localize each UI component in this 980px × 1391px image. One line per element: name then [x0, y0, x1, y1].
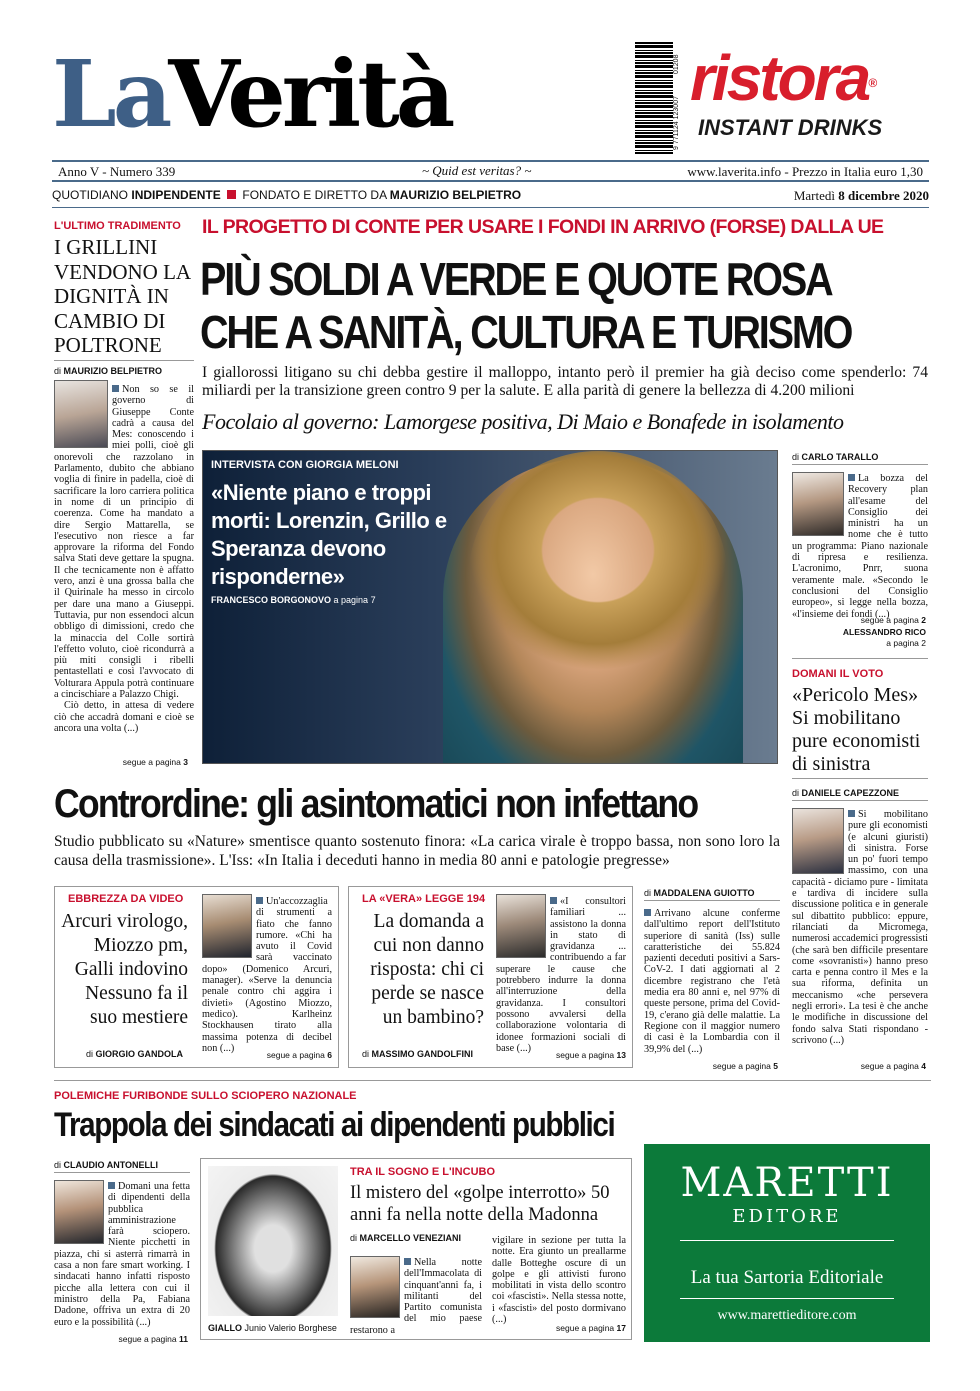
left-headline[interactable]: I GRILLINI VENDONO LA DIGNITÀ IN CAMBIO DI POLTRONE [54, 235, 190, 357]
gandolfini-segue[interactable]: segue a pagina 13 [556, 1050, 626, 1060]
sindacati-headline[interactable]: Trappola dei sindacati ai dipendenti pubblici [54, 1106, 615, 1144]
photo-borghese [208, 1166, 338, 1316]
ristora-brand: ristora® [690, 42, 875, 114]
maretti-url[interactable]: www.marettieditore.com [717, 1308, 857, 1323]
left-body: Non so se il governo di Giuseppe Conte cadrà a causa del Mes: conoscendo i miei polli, cioè gli onorevoli che razzolano in Parlamento, dubito che abbiano voglia di finire in padella, cioè di sacrificare la loro carriera politica in nome di un principio di coerenza. Come ha mandato a dire Sergio Mattarella, se l'esecutivo non riesce a far approvare la riforma del Fondo salva Stati deve gettare la spugna. Il che tecnicamente non è affatto vero, anzi è una grossa balla che il Quirinale ha messo in circolo per dare una mano a Giuseppi. Tuttavia, pur non essendoci alcun obbligo di dimissioni, credo che la minaccia del Colle sortirà l'effetto voluto, cioè ricondurrà a più miti consigli i ribelli pentastellati e così l'avvocato di Volturara Appula potrà continuare a cincischiare a Palazzo Chigi. Ciò detto, in attesa di vedere ciò che accadrà domani e cioè se ancora una volta (...) [54, 384, 194, 734]
gandolfini-body: «I consultori familiari ... assistono la donna in stato di gravidanza ... contribuendo a far superare le cause che potrebbero indurre la donna all'interruzione della gravidanza. I consultori possono avvalersi della collaborazione volontaria di idonee formazioni sociali di base (...) [496, 896, 626, 1054]
gandolfini-kicker: LA «VERA» LEGGE 194 [362, 893, 486, 905]
tarallo-segue[interactable]: segue a pagina 2 [860, 615, 926, 625]
voto-kicker: DOMANI IL VOTO [792, 668, 884, 680]
maretti-brand: MARETTI [680, 1160, 894, 1206]
guiotto-byline: di MADDALENA GUIOTTO [644, 888, 755, 898]
guiotto-body: Arrivano alcune conferme dall'ultimo report dell'Istituto superiore di sanità (Iss) sulle caratteristiche dei 55.824 pazienti deceduti positivi a Sars-CoV-2. I dati aggiornati al 2 dicembre registrano che l'età media era 80 anni e, nel 97% di queste persone, prima del Covid-19, c'erano già delle malattie. La Regione con il maggior numero di casi è la Lombardia con il 39,9% del (...) [644, 908, 780, 1055]
maretti-sub: EDITORE [732, 1206, 842, 1227]
barcode-number: 9 771124 123007 [673, 96, 680, 150]
ristora-tagline: INSTANT DRINKS [698, 115, 883, 141]
ad-maretti[interactable] [644, 1144, 930, 1342]
contrordine-deck: Studio pubblicato su «Nature» smentisce quanto sostenuto finora: «La carica virale è troppo bassa, non sono loro la causa della trasmissione». L'Iss: «In Italia i deceduti hanno in media 80 anni e patologie pregresse» [54, 833, 780, 869]
meloni-photo[interactable] [202, 450, 778, 764]
masthead-logo [52, 40, 522, 150]
gandolfini-headline[interactable]: La domanda a cui non danno risposta: chi ci perde se nasce un bambino? [370, 911, 484, 1028]
tarallo-byline: di CARLO TARALLO [792, 452, 879, 462]
capezzone-body: Si mobilitano pure gli economisti (e alcuni giuristi) di sinistra. Forse un po' fuori tempo massimo, con una capacità - diciamo pure - limitata e tardiva di incidere sulla discussione politica e in generale sul dibattito pubblico: eppure, rilanciati da Micromega, numerosi accademici progressisti (che sarà ben difficile presentare come «sovranisti») hanno preso carta e penna contro il Mes e la sua riforma, definita un meccanismo «che persevera negli errori». La tesi è che anche le modifiche in discussione del fondo salva Stati rispondano - scrivono (...) [792, 809, 928, 1046]
guiotto-segue[interactable]: segue a pagina 5 [712, 1061, 778, 1071]
voto-headline[interactable]: «Pericolo Mes» Si mobilitano pure economisti di sinistra [792, 684, 921, 775]
left-kicker: L'ULTIMO TRADIMENTO [54, 220, 181, 232]
interview-quote[interactable]: «Niente piano e troppi morti: Lorenzin, Grillo e Speranza devono risponderne» [211, 480, 447, 589]
rico-page[interactable]: a pagina 2 [886, 638, 926, 648]
sindacati-kicker: POLEMICHE FURIBONDE SULLO SCIOPERO NAZIONALE [54, 1090, 357, 1102]
gandolfini-byline: di MASSIMO GANDOLFINI [362, 1049, 474, 1059]
golpe-headline[interactable]: Il mistero del «golpe interrotto» 50 anni fa nella notte della Madonna [350, 1183, 610, 1225]
gandola-kicker: EBBREZZA DA VIDEO [68, 893, 184, 905]
main-deck: I giallorossi litigano su chi debba gestire il malloppo, intanto però il premier ha già deciso come spenderlo: 74 miliardi per la transizione green contro 9 per la salute. E alla parità di genere la bellezza di 4.200 milioni [202, 364, 928, 399]
interview-byline: FRANCESCO BORGONOVO a pagina 7 [211, 595, 376, 605]
sindacati-segue[interactable]: segue a pagina 11 [118, 1334, 188, 1344]
site-price[interactable]: www.laverita.info - Prezzo in Italia euro 1,30 [687, 164, 923, 179]
veneziani-byline: di MARCELLO VENEZIANI [350, 1233, 462, 1243]
ad-ristora[interactable] [690, 42, 930, 150]
golpe-kicker: TRA IL SOGNO E L'INCUBO [350, 1166, 496, 1178]
issue-date: Martedì 8 dicembre 2020 [793, 188, 929, 203]
main-headline-2[interactable]: CHE A SANITÀ, CULTURA E TURISMO [200, 306, 852, 358]
logo-verita: Verità [168, 40, 452, 148]
info-bar [52, 160, 929, 182]
barcode [635, 42, 673, 154]
tarallo-body: La bozza del Recovery plan all'esame del Consiglio dei ministri ha un nome che è tutto un programma: Piano nazionale di ripresa e resilienza. L'acronimo, Pnrr, suona veramente male. «Secondo le conclusioni del Consiglio europeo», si legge nella bozza, «l'insieme dei fondi (...) [792, 473, 928, 620]
left-byline: di MAURIZIO BELPIETRO [54, 366, 163, 376]
barcode-issue: 01208 [673, 54, 680, 74]
maretti-tagline: La tua Sartoria Editoriale [690, 1267, 884, 1288]
left-segue[interactable]: segue a pagina 3 [122, 757, 188, 767]
capezzone-segue[interactable]: segue a pagina 4 [860, 1061, 926, 1071]
gandola-body: Un'accozzaglia di strumenti a fiato che fanno rumore. «Chi ha avuto il Covid sarà vaccinato dopo» (Domenico Arcuri, manager). «Serve la denuncia penale contro chi aggira i divieti» (Agostino Miozzo, medico). Karlheinz Stockhausen tirato alla massima potenza di decibel non (...) [202, 896, 332, 1054]
main-sub[interactable]: Focolaio al governo: Lamorgese positiva, Di Maio e Bonafede in isolamento [202, 409, 844, 434]
contrordine-headline[interactable]: Contrordine: gli asintomatici non infettano [54, 782, 698, 826]
interview-kicker: INTERVISTA CON GIORGIA MELONI [211, 459, 399, 471]
rico-byline[interactable]: ALESSANDRO RICO [842, 627, 926, 637]
main-headline-1[interactable]: PIÙ SOLDI A VERDE E QUOTE ROSA [200, 253, 832, 305]
antonelli-byline: di CLAUDIO ANTONELLI [54, 1160, 159, 1170]
golpe-body-1: Nella notte dell'Immacolata di cinquant'anni fa, i militanti del Partito comunista del mio paese restarono a [350, 1257, 482, 1336]
gandola-segue[interactable]: segue a pagina 6 [266, 1050, 332, 1060]
golpe-body-2: vigilare in sezione per tutta la notte. Era giunto un preallarme dalle Botteghe oscure di un golpe e gli attivisti furono mobilitati in vista dello scontro coi «fascisti». Nella stessa notte, i «fascisti» del posto dormivano (...) [492, 1235, 626, 1326]
sindacati-body: Domani una fetta di dipendenti della pubblica amministrazione farà sciopero. Niente picchetti in piazza, chi si asterrà rimarrà in casa a non fare smart working. I sindacati hanno infatti risposto picche alla lettera con cui il ministro della Pa, Fabiana Dadone, offriva un extra di 20 euro e la possibilità (...) [54, 1181, 190, 1328]
golpe-segue[interactable]: segue a pagina 17 [556, 1323, 626, 1333]
logo-la: La [52, 40, 169, 148]
capezzone-byline: di DANIELE CAPEZZONE [792, 788, 900, 798]
motto: ~ Quid est veritas? ~ [422, 163, 532, 178]
gandola-byline: di GIORGIO GANDOLA [86, 1049, 184, 1059]
borghese-caption: GIALLO Junio Valerio Borghese [208, 1323, 337, 1333]
sub-bar: QUOTIDIANO INDIPENDENTE FONDATO E DIRETTO DA MAURIZIO BELPIETRO Martedì 8 dicembre 2020 [52, 188, 929, 203]
main-kicker: IL PROGETTO DI CONTE PER USARE I FONDI IN ARRIVO (FORSE) DALLA UE [202, 216, 884, 238]
issue-number: Anno V - Numero 339 [58, 164, 176, 179]
gandola-headline[interactable]: Arcuri virologo, Miozzo pm, Galli indovino Nessuno fa il suo mestiere [61, 911, 188, 1028]
